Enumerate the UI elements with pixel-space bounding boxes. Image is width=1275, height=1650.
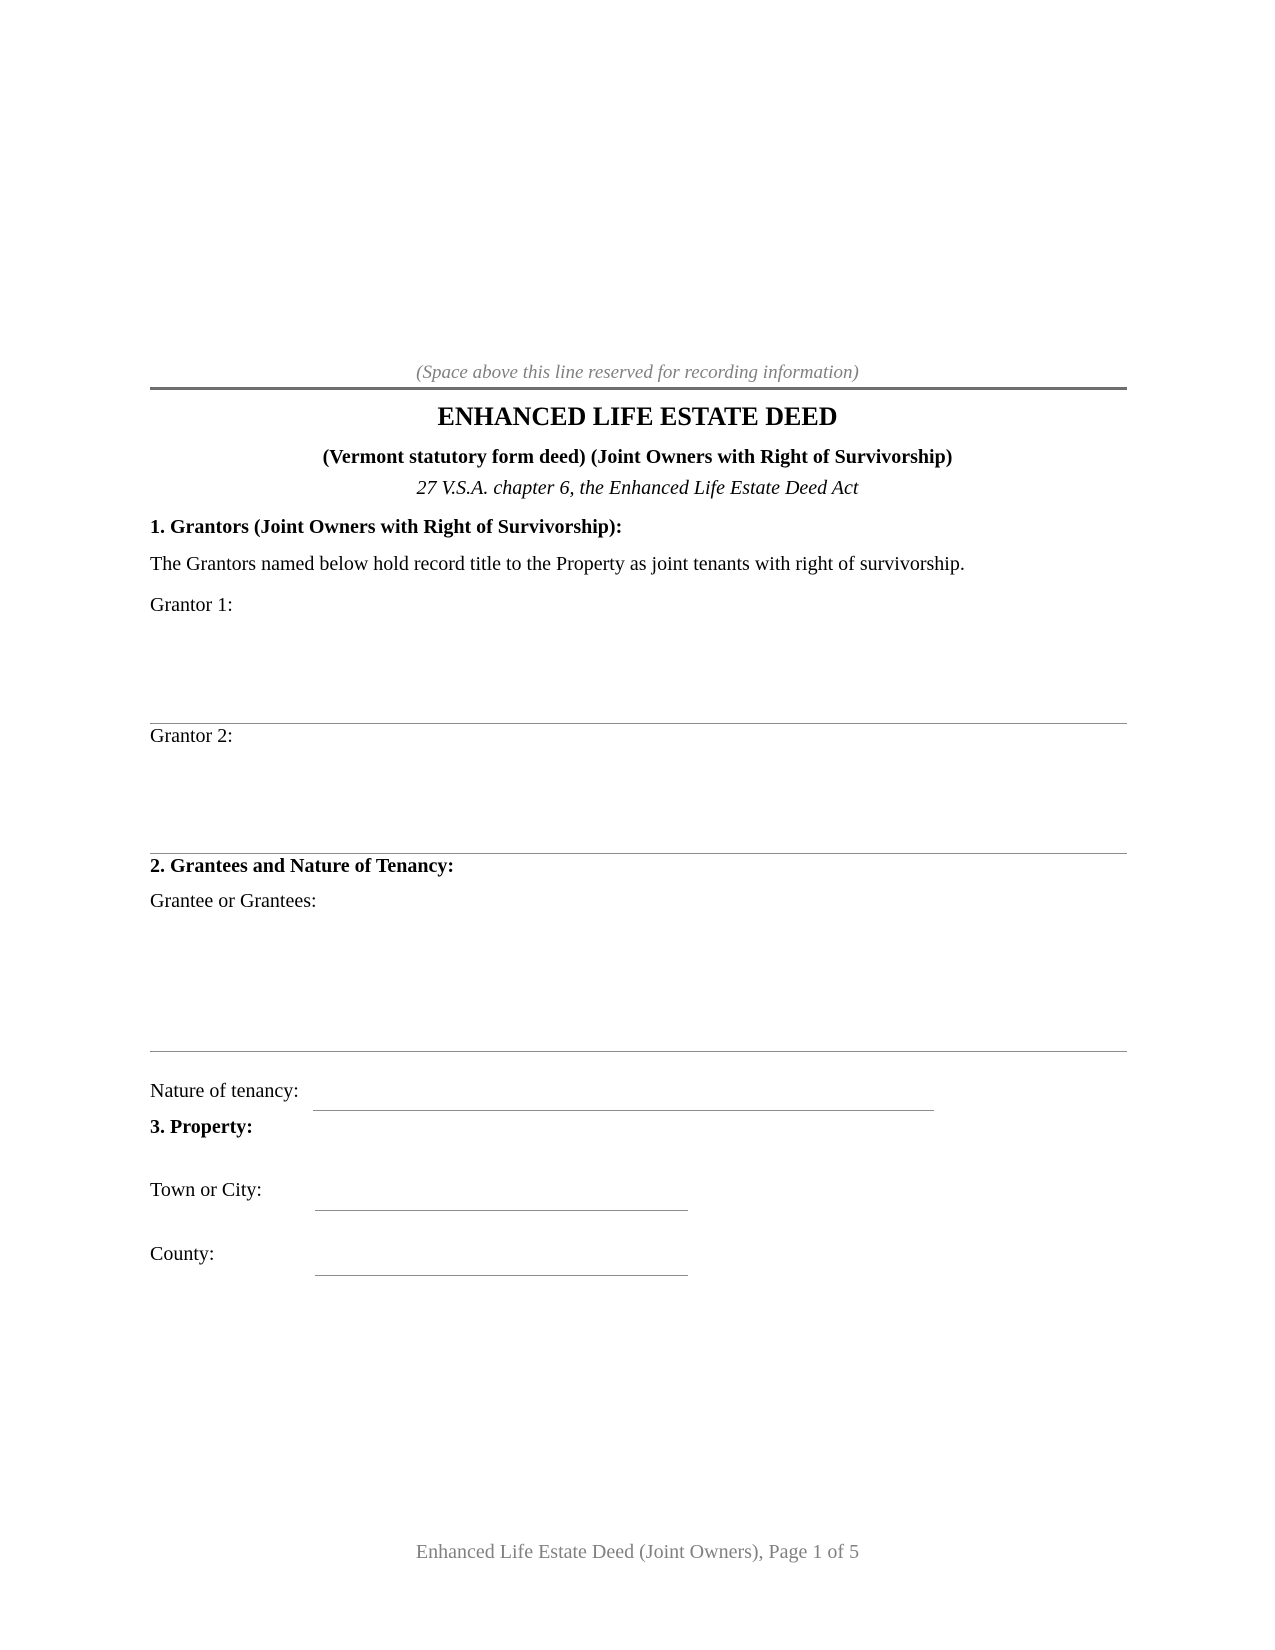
grantees-label: Grantee or Grantees: — [150, 890, 317, 912]
section-2-heading: 2. Grantees and Nature of Tenancy: — [150, 855, 455, 877]
statute-citation: 27 V.S.A. chapter 6, the Enhanced Life Estate Deed Act — [416, 477, 859, 499]
tenancy-label: Nature of tenancy: — [150, 1080, 299, 1102]
grantor-2-label: Grantor 2: — [150, 725, 233, 747]
section-1-intro: The Grantors named below hold record title to the Property as joint tenants with right of survivorship. — [150, 553, 965, 575]
section-3-heading: 3. Property: — [150, 1116, 253, 1138]
recording-space-note: (Space above this line reserved for recording information) — [416, 362, 859, 383]
recording-space-divider — [150, 387, 1127, 390]
grantor-1-field[interactable] — [150, 723, 1127, 724]
county-field[interactable] — [315, 1275, 688, 1276]
tenancy-field[interactable] — [313, 1110, 934, 1111]
county-label: County: — [150, 1243, 215, 1265]
page-footer: Enhanced Life Estate Deed (Joint Owners), Page 1 of 5 — [415, 1541, 860, 1563]
town-label: Town or City: — [150, 1179, 262, 1201]
document-title: ENHANCED LIFE ESTATE DEED — [437, 402, 838, 431]
grantees-field[interactable] — [150, 1051, 1127, 1052]
town-field[interactable] — [315, 1210, 688, 1211]
section-1-heading: 1. Grantors (Joint Owners with Right of Survivorship): — [150, 516, 623, 538]
document-subtitle: (Vermont statutory form deed) (Joint Owners with Right of Survivorship) — [322, 446, 953, 468]
grantor-1-label: Grantor 1: — [150, 594, 233, 616]
